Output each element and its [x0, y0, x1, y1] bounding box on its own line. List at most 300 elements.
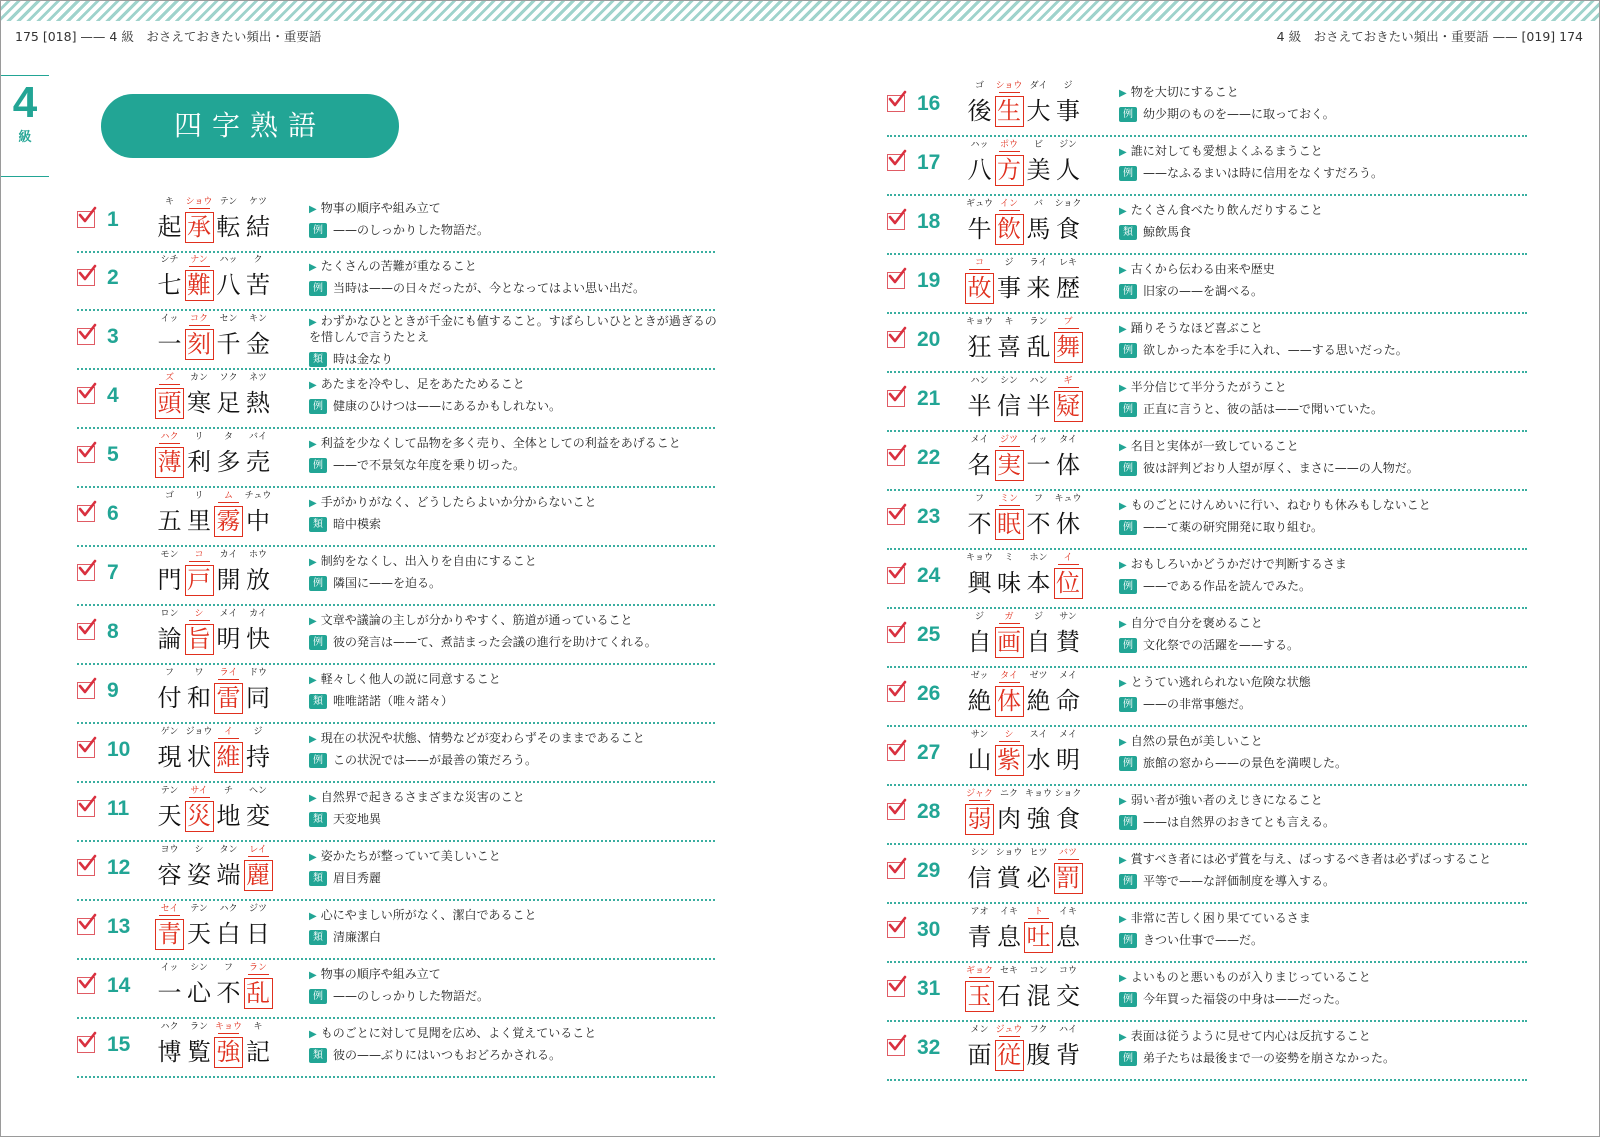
- example-tag: 例: [1119, 815, 1137, 830]
- kanji-char: 容: [157, 861, 182, 889]
- ruby-reading: タン: [219, 845, 238, 855]
- definition: [1119, 439, 1529, 455]
- triangle-bullet-icon: ▶: [1119, 383, 1127, 394]
- definition: [309, 908, 719, 924]
- triangle-bullet-icon: ▶: [1119, 973, 1127, 984]
- example-line: [1119, 105, 1335, 122]
- example-text: ——は自然界のおきてとも言える。: [1143, 815, 1336, 829]
- check-icon[interactable]: [887, 744, 905, 761]
- entry-row: [77, 367, 715, 429]
- top-hatch-band: [1, 1, 1599, 21]
- example-tag: 例: [1119, 1051, 1137, 1066]
- check-icon[interactable]: [887, 95, 905, 112]
- kanji-char: 混: [1026, 982, 1051, 1010]
- kanji-char: 不: [216, 979, 241, 1007]
- kanji-char: 日: [246, 920, 270, 948]
- check-icon[interactable]: [887, 1039, 905, 1056]
- check-icon[interactable]: [887, 508, 905, 525]
- definition-text: 姿かたちが整っていて美しいこと: [320, 849, 501, 863]
- highlighted-kanji: 体: [995, 686, 1024, 717]
- check-icon[interactable]: [77, 269, 95, 286]
- ruby-reading: ライ: [204, 665, 253, 678]
- ruby-reading: ゴ: [974, 81, 984, 91]
- triangle-bullet-icon: ▶: [1119, 855, 1127, 866]
- yojijukugo: [155, 426, 273, 486]
- kanji-char: 息: [1056, 923, 1080, 951]
- yojijukugo: [155, 721, 273, 781]
- yojijukugo: [965, 311, 1083, 371]
- example-tag: 例: [1119, 461, 1137, 476]
- entry-row: [77, 839, 715, 901]
- highlighted-kanji: 承: [185, 212, 214, 243]
- ruby-reading: ジ: [1033, 612, 1043, 622]
- kanji-char: 転: [216, 213, 241, 241]
- definition-text: 踊りそうなほど喜ぶこと: [1130, 321, 1263, 335]
- example-text: 眉目秀麗: [333, 871, 382, 885]
- definition: [309, 201, 719, 217]
- definition: [309, 849, 719, 865]
- ruby-reading: ヘン: [248, 786, 267, 796]
- ruby-reading: サン: [1059, 612, 1077, 622]
- kanji-cell: [244, 485, 273, 545]
- entry-number: 13: [107, 915, 131, 938]
- kanji-char: 足: [216, 389, 241, 417]
- entry-row: [77, 426, 715, 488]
- kanji-cell: [1054, 370, 1083, 430]
- entry-row: [77, 191, 715, 253]
- definition: [309, 790, 719, 806]
- kanji-cell: [244, 1016, 273, 1076]
- definition: [309, 554, 719, 570]
- entry-row: [77, 603, 715, 665]
- check-icon[interactable]: [77, 859, 95, 876]
- entry-row: [887, 606, 1527, 668]
- kanji-char: 後: [967, 97, 992, 125]
- kanji-char: 不: [967, 510, 992, 538]
- ruby-reading: ハク: [219, 904, 238, 914]
- kanji-char: 事: [1056, 97, 1080, 125]
- highlighted-kanji: 位: [1054, 568, 1083, 599]
- definition: [1119, 852, 1529, 868]
- example-text: 幼少期のものを——に取っておく。: [1143, 107, 1335, 121]
- entry-row: [887, 842, 1527, 904]
- kanji-char: 自: [967, 628, 992, 656]
- kanji-char: 一: [1026, 451, 1051, 479]
- ruby-reading: ギ: [1044, 373, 1093, 386]
- example-text: ——のしっかりした物語だ。: [333, 223, 490, 237]
- check-icon[interactable]: [77, 1036, 95, 1053]
- yojijukugo: [155, 191, 273, 251]
- kanji-char: 絶: [1026, 687, 1051, 715]
- entry-number: 2: [107, 266, 119, 289]
- highlighted-kanji: 疑: [1054, 391, 1083, 422]
- highlighted-kanji: 霧: [214, 506, 243, 537]
- highlighted-kanji: 吐: [1024, 922, 1053, 953]
- ruby-reading: カイ: [219, 550, 238, 560]
- check-icon[interactable]: [887, 862, 905, 879]
- ruby-reading: シチ: [160, 255, 179, 265]
- check-icon[interactable]: [77, 505, 95, 522]
- kanji-char: 賞: [997, 864, 1021, 892]
- ruby-reading: リ: [194, 491, 204, 501]
- example-tag: 例: [1119, 579, 1137, 594]
- yojijukugo: [965, 370, 1083, 430]
- definition: [1119, 911, 1529, 927]
- ruby-reading: ギョク: [955, 963, 1004, 976]
- kanji-char: 来: [1026, 274, 1051, 302]
- definition: [1119, 1029, 1529, 1045]
- kanji-cell: [1054, 960, 1083, 1020]
- ruby-reading: シ: [194, 845, 204, 855]
- ruby-reading: ジツ: [985, 432, 1034, 445]
- example-tag: 例: [309, 576, 327, 591]
- check-icon[interactable]: [77, 682, 95, 699]
- ruby-reading: キ: [164, 197, 174, 207]
- yojijukugo: [965, 1019, 1083, 1079]
- ruby-reading: ロン: [160, 609, 179, 619]
- check-icon[interactable]: [77, 977, 95, 994]
- entry-number: 9: [107, 679, 119, 702]
- ruby-reading: メイ: [219, 609, 238, 619]
- entry-number: 22: [917, 446, 941, 469]
- ruby-reading: セン: [219, 314, 238, 324]
- ruby-reading: ジ: [1004, 258, 1014, 268]
- yojijukugo: [155, 367, 273, 427]
- yojijukugo: [965, 724, 1083, 784]
- kanji-char: 売: [246, 448, 270, 476]
- highlighted-kanji: 画: [995, 627, 1024, 658]
- highlighted-kanji: 実: [995, 450, 1024, 481]
- triangle-bullet-icon: ▶: [309, 498, 317, 509]
- example-line: [1119, 1049, 1395, 1066]
- ruby-reading: セキ: [999, 966, 1018, 976]
- check-icon[interactable]: [887, 685, 905, 702]
- highlighted-kanji: 方: [995, 155, 1024, 186]
- yojijukugo: [965, 134, 1083, 194]
- definition: [1119, 85, 1529, 101]
- example-line: [1119, 872, 1335, 889]
- definition-text: あたまを冷やし、足をあたためること: [320, 377, 525, 391]
- entry-number: 21: [917, 387, 941, 410]
- entry-row: [77, 249, 715, 311]
- example-tag: 例: [1119, 402, 1137, 417]
- check-icon[interactable]: [887, 154, 905, 171]
- kanji-char: 苦: [246, 271, 270, 299]
- triangle-bullet-icon: ▶: [1119, 88, 1127, 99]
- check-icon[interactable]: [887, 449, 905, 466]
- check-icon[interactable]: [887, 626, 905, 643]
- example-text: 欲しかった本を手に入れ、——する思いだった。: [1143, 343, 1408, 357]
- kanji-char: 水: [1026, 746, 1051, 774]
- ruby-reading: サン: [970, 730, 989, 740]
- check-icon[interactable]: [887, 567, 905, 584]
- ruby-reading: ラン: [234, 960, 283, 973]
- entry-number: 24: [917, 564, 941, 587]
- check-icon[interactable]: [887, 921, 905, 938]
- triangle-bullet-icon: ▶: [309, 970, 317, 981]
- check-icon[interactable]: [887, 803, 905, 820]
- check-icon[interactable]: [77, 446, 95, 463]
- kanji-char: 休: [1056, 510, 1080, 538]
- example-line: [309, 869, 381, 886]
- kanji-char: 半: [1026, 392, 1051, 420]
- definition: [1119, 616, 1529, 632]
- kanji-cell: [1054, 606, 1083, 666]
- ruby-reading: テン: [219, 197, 238, 207]
- ruby-reading: キョウ: [965, 553, 993, 563]
- entry-row: [887, 960, 1527, 1022]
- kanji-char: 現: [157, 743, 182, 771]
- definition-text: 名目と実体が一致していること: [1130, 439, 1299, 453]
- kanji-char: 姿: [187, 861, 211, 889]
- ruby-reading: コ: [955, 255, 1004, 268]
- entry-row: [887, 193, 1527, 255]
- check-icon[interactable]: [77, 564, 95, 581]
- example-tag: 例: [1119, 992, 1137, 1007]
- ruby-reading: コン: [1029, 966, 1048, 976]
- kanji-cell: [244, 191, 273, 251]
- ruby-reading: メイ: [1059, 730, 1077, 740]
- ruby-reading: イ: [204, 724, 253, 737]
- definition-text: 軽々しく他人の説に同意すること: [320, 672, 501, 686]
- ruby-reading: ト: [1014, 904, 1063, 917]
- ruby-reading: ハン: [970, 376, 989, 386]
- entry-number: 29: [917, 859, 941, 882]
- kanji-cell: [244, 957, 273, 1017]
- definition: [309, 259, 719, 275]
- highlighted-kanji: 弱: [965, 804, 994, 835]
- example-line: [309, 221, 489, 238]
- ruby-reading: メイ: [1059, 671, 1077, 681]
- example-tag: 例: [1119, 874, 1137, 889]
- check-icon[interactable]: [887, 213, 905, 230]
- check-icon[interactable]: [77, 328, 95, 345]
- example-tag: 例: [1119, 166, 1137, 181]
- example-tag: 例: [309, 223, 327, 238]
- yojijukugo: [965, 901, 1083, 961]
- yojijukugo: [965, 783, 1083, 843]
- kanji-cell: [1054, 311, 1083, 371]
- ruby-reading: ガ: [985, 609, 1034, 622]
- entry-row: [887, 134, 1527, 196]
- entry-number: 1: [107, 208, 119, 231]
- ruby-reading: イキ: [1058, 907, 1077, 917]
- triangle-bullet-icon: ▶: [1119, 147, 1127, 158]
- ruby-reading: タ: [223, 432, 233, 442]
- triangle-bullet-icon: ▶: [309, 911, 317, 922]
- definition: [309, 672, 719, 688]
- entry-number: 7: [107, 561, 119, 584]
- kanji-cell: [244, 662, 273, 722]
- kanji-char: 食: [1056, 215, 1080, 243]
- kanji-char: 信: [997, 392, 1021, 420]
- definition-text: たくさん食べたり飲んだりすること: [1130, 203, 1323, 217]
- check-icon[interactable]: [77, 623, 95, 640]
- triangle-bullet-icon: ▶: [1119, 737, 1127, 748]
- definition-text: おもしろいかどうかだけで判断するさま: [1130, 557, 1347, 571]
- check-icon[interactable]: [77, 211, 95, 228]
- example-line: [1119, 695, 1251, 712]
- check-icon[interactable]: [887, 272, 905, 289]
- ruby-reading: ドウ: [248, 668, 267, 678]
- running-header-left: 175 [018] —— 4 級 おさえておきたい頻出・重要語: [15, 29, 322, 44]
- highlighted-kanji: 眠: [995, 509, 1024, 540]
- ruby-reading: ム: [204, 488, 253, 501]
- example-line: [309, 456, 525, 473]
- example-line: [309, 633, 657, 650]
- ruby-reading: コク: [175, 311, 224, 324]
- kanji-char: 明: [216, 625, 241, 653]
- ruby-reading: ギュウ: [965, 199, 993, 209]
- kanji-char: 持: [246, 743, 270, 771]
- example-line: [1119, 931, 1263, 948]
- kanji-char: 白: [216, 920, 241, 948]
- kanji-char: 歴: [1056, 274, 1080, 302]
- related-tag: 類: [309, 352, 327, 367]
- definition-text: 物事の順序や組み立て: [320, 201, 441, 215]
- definition: [309, 731, 719, 747]
- grade-number: 4: [12, 78, 38, 127]
- check-icon[interactable]: [887, 390, 905, 407]
- entry-row: [887, 488, 1527, 550]
- ruby-reading: サイ: [175, 783, 224, 796]
- kanji-char: 論: [157, 625, 182, 653]
- kanji-char: 利: [187, 448, 211, 476]
- ruby-reading: ハク: [160, 1022, 179, 1032]
- ruby-reading: シン: [190, 963, 208, 973]
- check-icon[interactable]: [887, 331, 905, 348]
- kanji-char: 五: [157, 507, 182, 535]
- kanji-char: 青: [967, 923, 992, 951]
- ruby-reading: セイ: [145, 901, 194, 914]
- triangle-bullet-icon: ▶: [1119, 914, 1127, 925]
- example-text: 唯唯諾諾（唯々諾々）: [333, 694, 454, 708]
- entry-row: [77, 898, 715, 960]
- kanji-char: 交: [1056, 982, 1080, 1010]
- triangle-bullet-icon: ▶: [1119, 265, 1127, 276]
- ruby-reading: カン: [189, 373, 208, 383]
- definition-text: 自然の景色が美しいこと: [1130, 734, 1263, 748]
- example-tag: 例: [1119, 107, 1137, 122]
- definition-text: 心にやましい所がなく、潔白であること: [320, 908, 537, 922]
- ruby-reading: ビ: [1033, 140, 1043, 150]
- kanji-char: 開: [216, 566, 241, 594]
- ruby-reading: メン: [970, 1025, 989, 1035]
- running-header-right: 4 級 おさえておきたい頻出・重要語 —— [019] 174: [1276, 29, 1583, 44]
- kanji-char: 変: [246, 802, 270, 830]
- example-line: [309, 350, 393, 367]
- yojijukugo: [155, 485, 273, 545]
- ruby-reading: ダイ: [1029, 81, 1048, 91]
- yojijukugo: [155, 957, 273, 1017]
- related-tag: 類: [309, 1048, 327, 1063]
- ruby-reading: ゼツ: [1029, 671, 1048, 681]
- entry-number: 3: [107, 325, 119, 348]
- kanji-char: 状: [187, 743, 211, 771]
- example-text: 清廉潔白: [333, 930, 382, 944]
- kanji-char: 金: [246, 330, 270, 358]
- kanji-char: 名: [967, 451, 992, 479]
- section-title: 四字熟語: [101, 94, 399, 158]
- highlighted-kanji: 生: [995, 96, 1024, 127]
- kanji-cell: [1054, 665, 1083, 725]
- related-tag: 類: [309, 694, 327, 709]
- example-text: 彼は評判どおり人望が厚く、まさに——の人物だ。: [1143, 461, 1419, 475]
- check-icon[interactable]: [887, 980, 905, 997]
- example-line: [309, 574, 441, 591]
- example-line: [1119, 518, 1323, 535]
- yojijukugo: [965, 193, 1083, 253]
- kanji-cell: [1054, 75, 1083, 135]
- kanji-char: 中: [246, 507, 270, 535]
- ruby-reading: ラン: [189, 1022, 208, 1032]
- entry-row: [887, 901, 1527, 963]
- kanji-cell: [244, 308, 273, 368]
- ruby-reading: スイ: [1029, 730, 1048, 740]
- definition-text: 自分で自分を褒めること: [1130, 616, 1263, 630]
- definition-text: よいものと悪いものが入りまじっていること: [1130, 970, 1371, 984]
- ruby-reading: ブ: [1044, 314, 1093, 327]
- definition: [309, 377, 719, 393]
- entry-number: 18: [917, 210, 941, 233]
- ruby-reading: ジン: [1059, 140, 1077, 150]
- kanji-char: 絶: [967, 687, 992, 715]
- entry-number: 30: [917, 918, 941, 941]
- ruby-reading: ラン: [1029, 317, 1048, 327]
- ruby-reading: キュウ: [1054, 494, 1082, 504]
- kanji-cell: [1054, 783, 1083, 843]
- definition-text: ものごとに対して見聞を広め、よく覚えていること: [320, 1026, 597, 1040]
- kanji-char: 同: [246, 684, 270, 712]
- check-icon[interactable]: [77, 918, 95, 935]
- example-text: 彼の発言は——て、煮詰まった会議の進行を助けてくれる。: [333, 635, 657, 649]
- example-text: この状況では——が最善の策だろう。: [333, 753, 538, 767]
- triangle-bullet-icon: ▶: [309, 557, 317, 568]
- example-line: [1119, 223, 1191, 240]
- example-line: [309, 279, 645, 296]
- kanji-char: 結: [246, 213, 270, 241]
- triangle-bullet-icon: ▶: [1119, 206, 1127, 217]
- entry-number: 19: [917, 269, 941, 292]
- kanji-char: 明: [1056, 746, 1080, 774]
- definition-text: 物を大切にすること: [1130, 85, 1239, 99]
- highlighted-kanji: 従: [995, 1040, 1024, 1071]
- example-tag: 例: [1119, 638, 1137, 653]
- example-text: ——のしっかりした物語だ。: [333, 989, 490, 1003]
- check-icon[interactable]: [77, 741, 95, 758]
- triangle-bullet-icon: ▶: [1119, 1032, 1127, 1043]
- highlighted-kanji: 青: [155, 919, 184, 950]
- entry-row: [887, 783, 1527, 845]
- kanji-char: 腹: [1026, 1041, 1051, 1069]
- definition-text: 表面は従うように見せて内心は反抗すること: [1130, 1029, 1371, 1043]
- ruby-reading: レキ: [1058, 258, 1077, 268]
- ruby-reading: キョウ: [204, 1019, 253, 1032]
- triangle-bullet-icon: ▶: [309, 204, 317, 215]
- example-line: [309, 751, 537, 768]
- check-icon[interactable]: [77, 800, 95, 817]
- definition-text: 非常に苦しく困り果てているさま: [1130, 911, 1311, 925]
- entry-row: [77, 544, 715, 606]
- yojijukugo: [965, 75, 1083, 135]
- entry-row: [887, 1019, 1527, 1081]
- kanji-char: 付: [157, 684, 182, 712]
- check-icon[interactable]: [77, 387, 95, 404]
- ruby-reading: ショウ: [985, 78, 1034, 91]
- yojijukugo: [155, 898, 273, 958]
- entry-row: [887, 252, 1527, 314]
- kanji-char: 八: [967, 156, 992, 184]
